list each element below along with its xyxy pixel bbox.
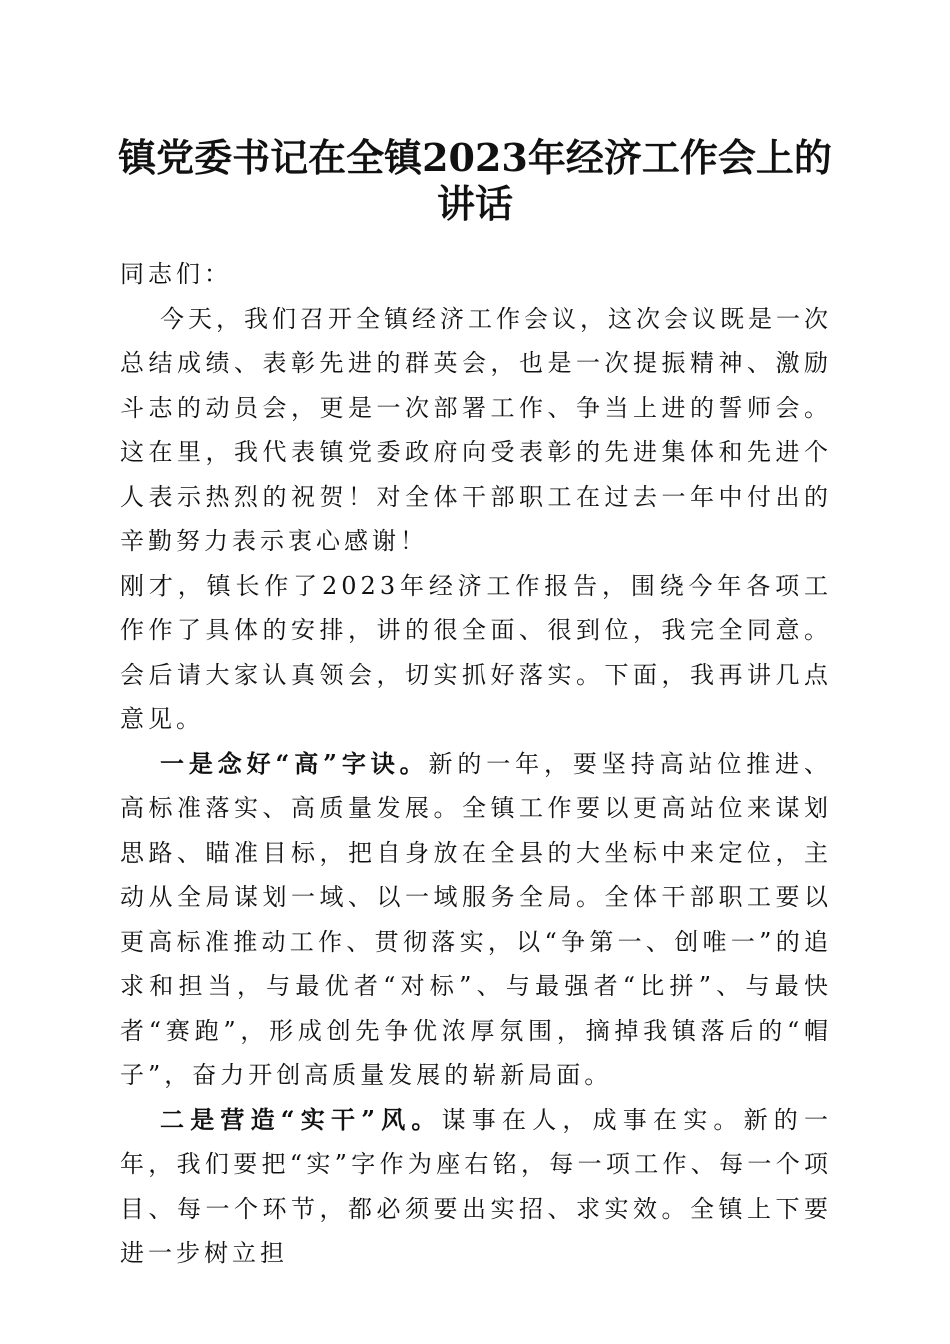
- paragraph-lead: 二是营造“实干”风。: [160, 1104, 442, 1134]
- paragraph-lead: 一是念好“高”字诀。: [160, 748, 429, 778]
- document-body: [120, 252, 832, 1276]
- paragraph-point-one: [120, 742, 832, 1098]
- paragraph-point-two: [120, 1098, 832, 1276]
- paragraph-text: 今天，我们召开全镇经济工作会议，这次会议既是一次总结成绩、表彰先进的群英会，也是一次提振精神、激励斗志的动员会，更是一次部署工作、争当上进的誓师会。这在里，我代表镇党委政府向受表彰的先进集体和先进个人表示热烈的祝贺！对全体干部职工在过去一年中付出的辛勤努力表示衷心感谢！: [120, 304, 832, 555]
- paragraph-text: 谋事在人，成事在实。新的一年，我们要把“实”字作为座右铭，每一项工作、每一个项目、每一个环节，都必须要出实招、求实效。全镇上下要进一步树立担: [120, 1105, 833, 1267]
- paragraph-report: [120, 564, 832, 742]
- document-title: 镇党委书记在全镇2023年经济工作会上的讲话: [118, 135, 832, 226]
- paragraph-opening: [120, 297, 832, 564]
- salutation: 同志们：: [120, 260, 232, 288]
- paragraph-text: 新的一年，要坚持高站位推进、高标准落实、高质量发展。全镇工作要以更高站位来谋划思路、瞄准目标，把自身放在全县的大坐标中来定位，主动从全局谋划一域、以一域服务全局。全体干部职工要以更高标准推动工作、贯彻落实，以“争第一、创唯一”的追求和担当，与最优者“对标”、与最强者“比拼”、与最快者“赛跑”，形成创先争优浓厚氛围，摘掉我镇落后的“帽子”，奋力开创高质量发展的崭新局面。: [120, 749, 833, 1089]
- paragraph-text: 刚才，镇长作了2023年经济工作报告，围绕今年各项工作作了具体的安排，讲的很全面、很到位，我完全同意。会后请大家认真领会，切实抓好落实。下面，我再讲几点意见。: [120, 571, 832, 733]
